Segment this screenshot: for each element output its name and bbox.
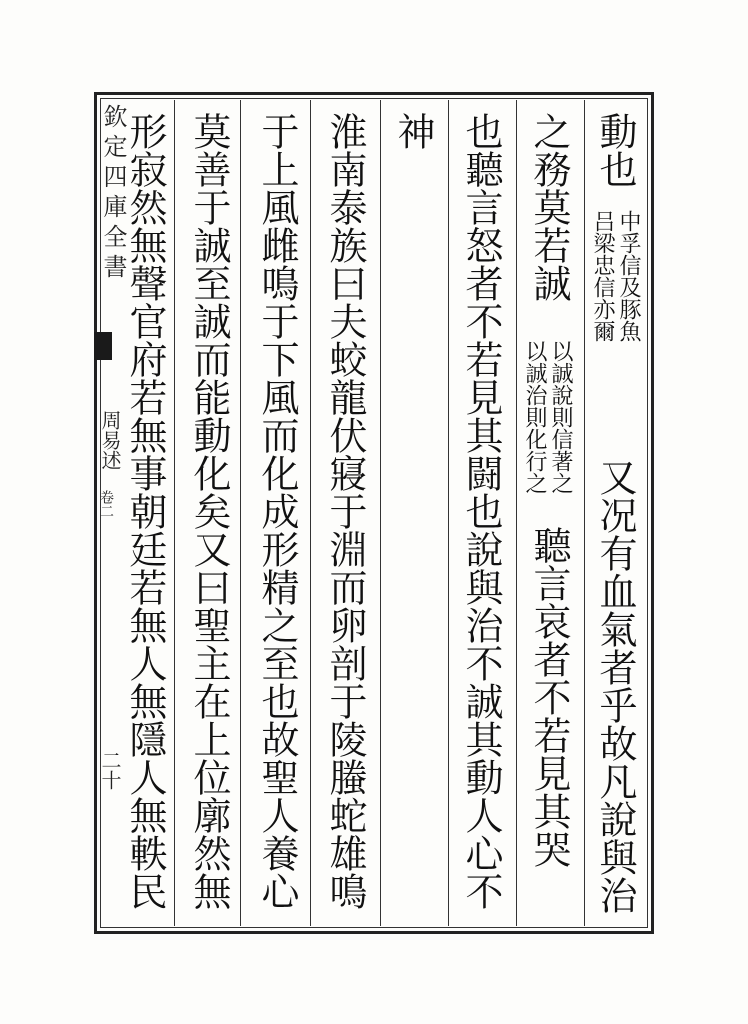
commentary-left: 以誠治則化行之 [522, 340, 547, 494]
column-rule [584, 100, 585, 926]
text-column-4: 神 [391, 112, 435, 150]
commentary-right: 中孚信及豚魚 [616, 210, 641, 342]
text-column-2-tail: 聽言哀者不若見其哭 [527, 526, 571, 868]
column-rule [240, 100, 241, 926]
text-column-1-head: 動也 [593, 112, 637, 188]
column-rule [516, 100, 517, 926]
column-rule [174, 100, 175, 926]
text-column-2-head: 之務莫若誠 [527, 112, 571, 302]
commentary-right: 以誠說則信著之 [548, 340, 573, 494]
folio-number: 二十 [98, 750, 122, 790]
text-column-1-tail: 又况有血氣者乎故凡說與治 [593, 458, 637, 914]
column-rule [310, 100, 311, 926]
column-rule [448, 100, 449, 926]
fishtail-mark [94, 358, 112, 368]
volume-label: 卷二 [98, 490, 114, 518]
fishtail-mark [94, 332, 112, 358]
text-column-6: 于上風雌鳴于下風而化成形精之至也故聖人養心 [255, 112, 299, 910]
commentary-left: 吕梁忠信亦爾 [590, 210, 615, 342]
text-column-3: 也聽言怒者不若見其闘也說與治不誠其動人心不 [459, 112, 503, 910]
text-column-5: 淮南泰族曰夫蛟龍伏寢于淵而卵剖于陵螣蛇雄鳴 [323, 112, 367, 910]
text-column-8: 形寂然無聲官府若無事朝廷若無人無隱人無軼民 [123, 112, 167, 910]
column-rule [380, 100, 381, 926]
text-column-7: 莫善于誠至誠而能動化矣又曰聖主在上位廓然無 [187, 112, 231, 910]
book-title: 欽定四庫全書 [99, 104, 127, 284]
section-title: 周易述 [98, 410, 122, 470]
